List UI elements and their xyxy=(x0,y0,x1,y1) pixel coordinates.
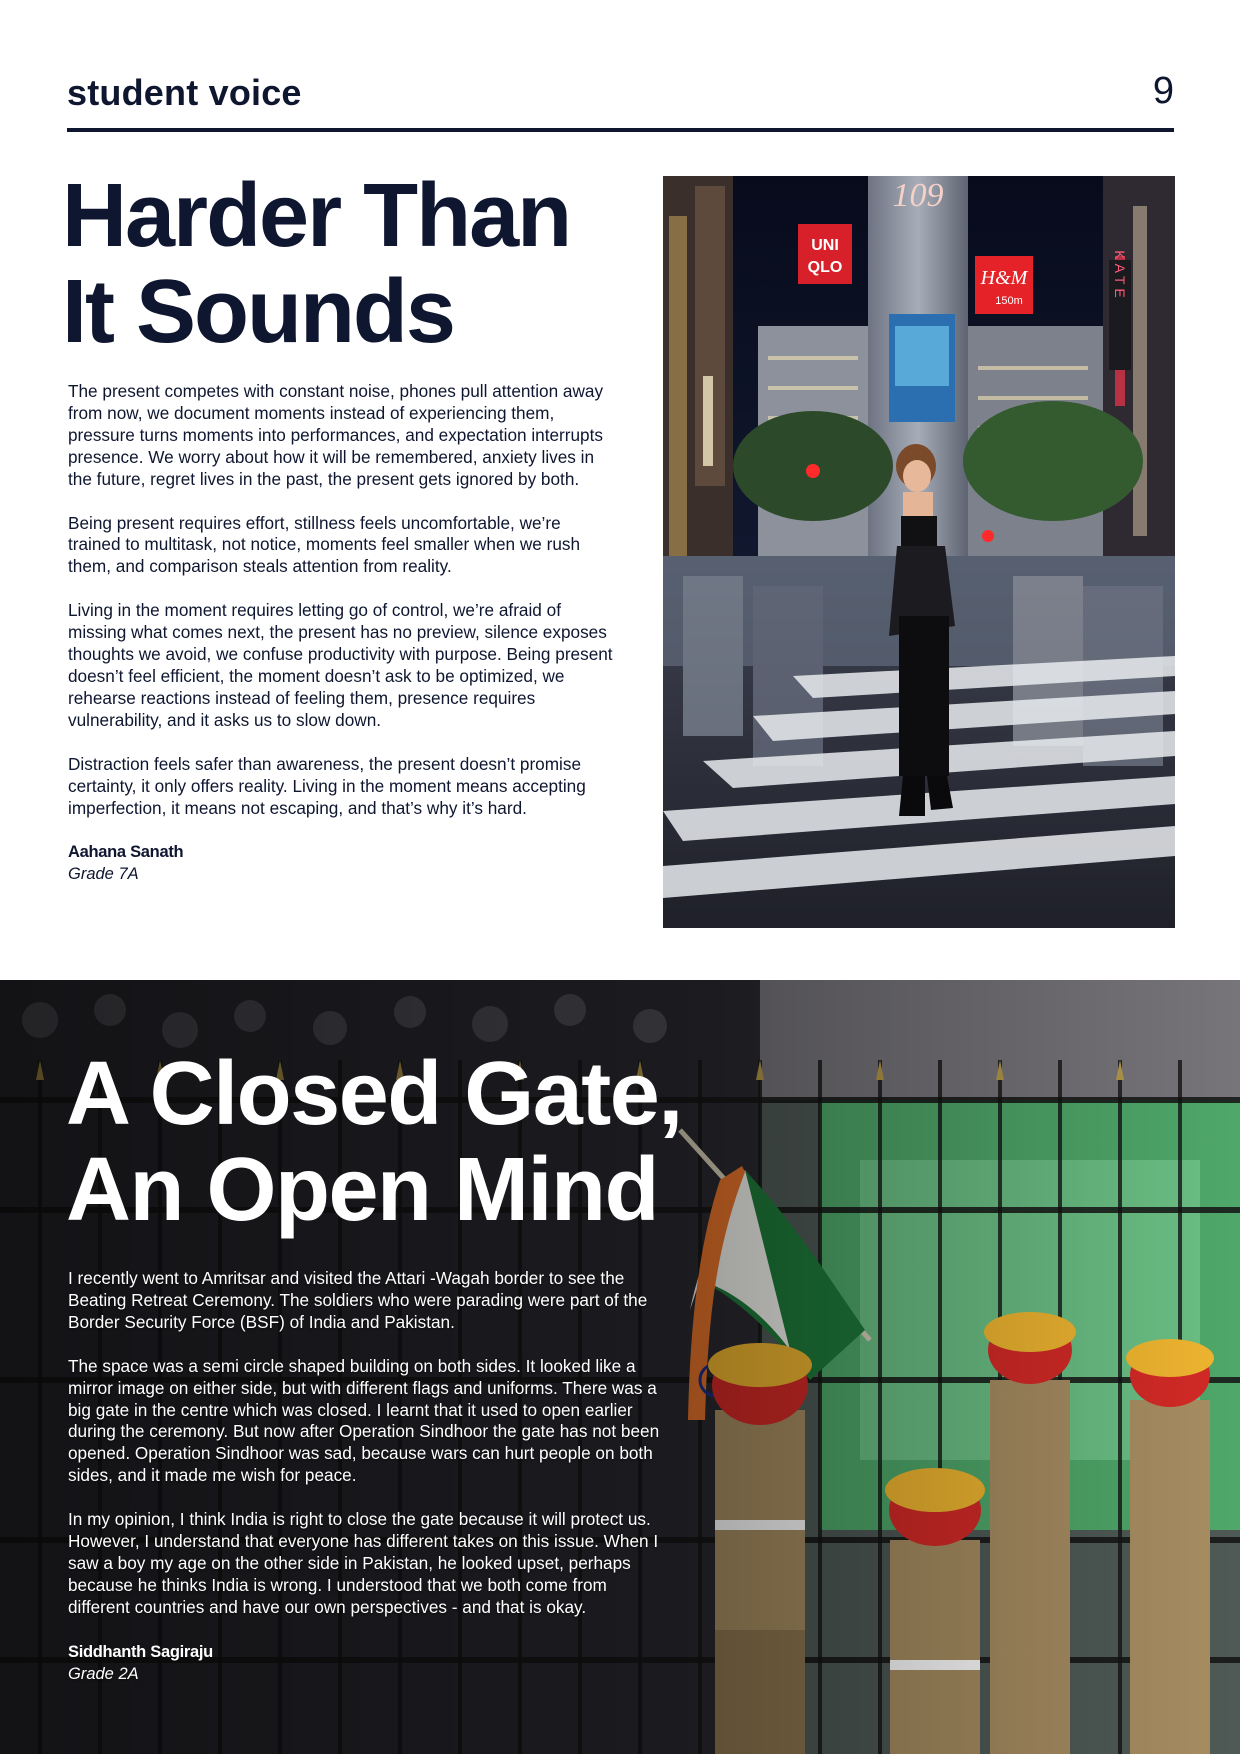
sign-uniqlo-line1: UNI xyxy=(811,237,839,254)
section-label: student voice xyxy=(67,72,302,113)
article1-paragraph-2: Being present requires effort, stillness feels uncomfortable, we’re trained to multitask, not notice, moments feel smaller when we rush them, and comparison steals attention from reality. xyxy=(68,512,581,577)
sign-hm-sub: 150m xyxy=(995,295,1023,307)
article1-title-line1: Harder Than xyxy=(62,166,571,266)
article2-title xyxy=(66,1046,766,1238)
article1-author: Aahana Sanath xyxy=(68,843,184,862)
article2-author: Siddhanth Sagiraju xyxy=(68,1642,213,1661)
article2-paragraph-2: The space was a semi circle shaped building on both sides. It looked like a mirror image on either side, but with different flags and uniforms. There was a big gate in the centre which was closed. I learnt that it used to open earlier during the ceremony. But now after Operation Sindhoor the gate has not been opened. Operation Sindhoor was sad, because wars can hurt people on both sides, and it made me wish for peace. xyxy=(68,1355,660,1486)
sign-hm: H&M xyxy=(980,267,1028,289)
article2-title-line1: A Closed Gate, xyxy=(66,1044,682,1144)
sign-uniqlo-line2: QLO xyxy=(807,259,843,276)
article2-grade: Grade 2A xyxy=(68,1664,139,1683)
article1-paragraph-1: The present competes with constant noise, phones pull attention away from now, we document moments instead of experiencing them, pressure turns moments into performances, and expectation interrupts presence. We worry about how it will be remembered, anxiety lives in the future, regret lives in the past, the present gets ignored by both. xyxy=(68,381,604,489)
sign-kate: KATE xyxy=(1112,250,1128,302)
article2-paragraph-1: I recently went to Amritsar and visited the Attari -Wagah border to see the Beating Retreat Ceremony. The soldiers who were parading were part of the Border Security Force (BSF) of India and Pakistan. xyxy=(68,1268,648,1332)
page-header xyxy=(67,70,1174,132)
header-rule xyxy=(67,128,1174,132)
article1-photo-city-crossing xyxy=(663,176,1175,928)
sign-109: 109 xyxy=(892,177,944,214)
article1-paragraph-4: Distraction feels safer than awareness, the present doesn’t promise certainty, it only offers reality. Living in the moment means accepting imperfection, it means not escaping, and that’s why it’s hard. xyxy=(68,753,586,818)
article1-body xyxy=(68,381,613,885)
article2-title-line2: An Open Mind xyxy=(66,1140,658,1240)
page-number: 9 xyxy=(1152,70,1174,112)
article2-paragraph-3: In my opinion, I think India is right to close the gate because it will protect us. However, I understand that everyone has different takes on this issue. When I saw a boy my age on the other side in Pakistan, he looked upset, perhaps because he thinks India is wrong. I understood that we both come from different countries and have our own perspectives - and that is okay. xyxy=(68,1509,659,1617)
article1-grade: Grade 7A xyxy=(68,865,139,884)
article1-title xyxy=(62,168,642,360)
article1-paragraph-3: Living in the moment requires letting go of control, we’re afraid of missing what comes next, the present has no preview, silence exposes thoughts we avoid, we confuse productivity with purpose. Being present doesn’t feel efficient, the moment doesn’t ask to be optimized, we rehearse reactions instead of feeling them, presence requires vulnerability, and it asks us to slow down. xyxy=(68,600,613,730)
article1-title-line2: It Sounds xyxy=(62,262,454,362)
article2-body xyxy=(68,1268,673,1685)
